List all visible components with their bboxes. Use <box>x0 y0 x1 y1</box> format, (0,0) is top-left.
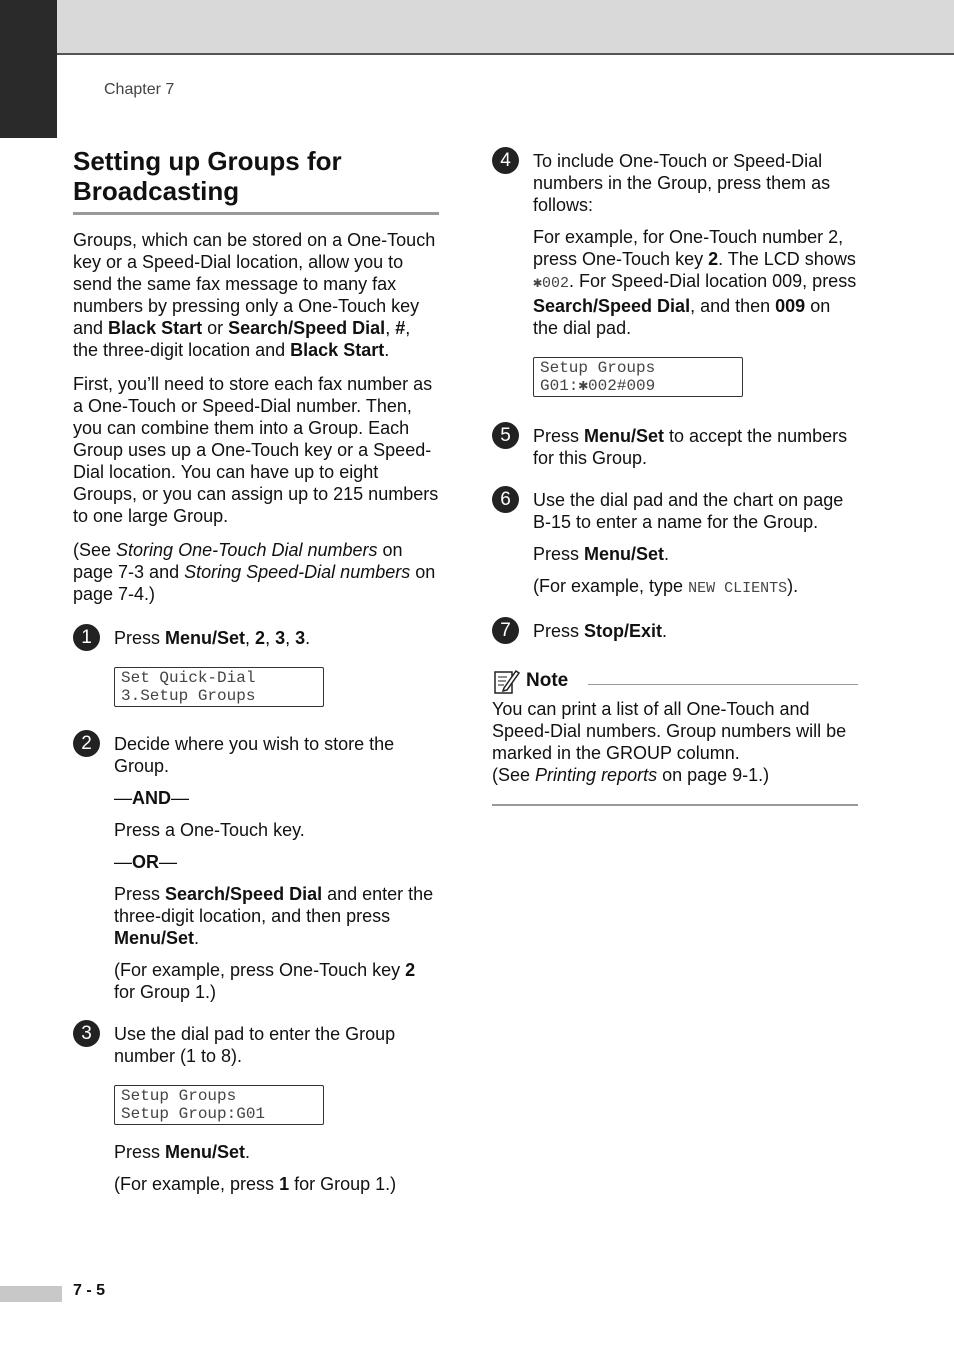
chapter-tab <box>0 0 57 138</box>
step-number: 2 <box>73 730 100 757</box>
step-text: Press Stop/Exit. <box>533 621 668 641</box>
step-3 <box>73 1023 439 1067</box>
step-text: To include One-Touch or Speed-Dial numbers in the Group, press them as follows: <box>533 151 831 215</box>
lcd-display: Setup Groups G01:✱002#009 <box>533 357 743 397</box>
intro-paragraph-2: First, you’ll need to store each fax number as a One-Touch or Speed-Dial number. Then, you can combine them into a Group. Each Group uses up a One-Touch key or a Speed-Dial location. You can have up to eight Groups, or you can assign up to 215 numbers to one large Group. <box>73 374 439 526</box>
note-rule <box>588 684 858 685</box>
step-number: 5 <box>492 422 519 449</box>
step-text: Decide where you wish to store the Group. <box>114 734 395 776</box>
step-number: 1 <box>73 624 100 651</box>
step-text: Press Menu/Set, 2, 3, 3. <box>114 628 311 648</box>
note-reference: (See Printing reports on page 9-1.) <box>492 765 770 785</box>
right-column <box>492 146 858 806</box>
step-number: 7 <box>492 617 519 644</box>
step-text: Press Menu/Set to accept the numbers for this Group. <box>533 426 848 468</box>
footer-bar <box>0 1286 62 1302</box>
step-text: Use the dial pad and the chart on page B-15 to enter a name for the Group. <box>533 490 844 532</box>
header-bar <box>0 0 954 55</box>
step-example: For example, for One-Touch number 2, press One-Touch key 2. The LCD shows ✱002. For Speed-Dial location 009, press Search/Speed Dial, and then 009 on the dial pad. <box>533 227 857 338</box>
step-example: (For example, type NEW CLIENTS). <box>533 576 799 597</box>
note-text: You can print a list of all One-Touch and Speed-Dial numbers. Group numbers will be marked in the GROUP column. <box>492 699 847 763</box>
step-text: Use the dial pad to enter the Group number (1 to 8). <box>114 1024 396 1066</box>
step-number: 3 <box>73 1020 100 1047</box>
step-4 <box>492 150 858 216</box>
step-1 <box>73 627 439 649</box>
step-example: (For example, press One-Touch key 2 for Group 1.) <box>114 960 416 1002</box>
step-2 <box>73 733 439 777</box>
intro-paragraph-3: (See Storing One-Touch Dial numbers on page 7-3 and Storing Speed-Dial numbers on page 7-4.) <box>73 540 436 604</box>
step-number: 6 <box>492 486 519 513</box>
intro-paragraph-1: Groups, which can be stored on a One-Touch key or a Speed-Dial location, allow you to send the same fax message to many fax numbers by pressing only a One-Touch key and Black Start or Search/Speed Dial, #, the three-digit location and Black Start. <box>73 230 436 360</box>
step-7 <box>492 620 858 642</box>
left-column <box>73 146 439 1195</box>
or-separator: —OR— <box>114 852 177 872</box>
step-detail: Press Menu/Set. <box>533 544 670 564</box>
step-example: (For example, press 1 for Group 1.) <box>114 1174 397 1194</box>
page-number: 7 - 5 <box>73 1282 106 1299</box>
step-6 <box>492 489 858 533</box>
step-detail: Press Search/Speed Dial and enter the three-digit location, and then press Menu/Set. <box>114 884 434 948</box>
step-5 <box>492 425 858 469</box>
note-divider <box>492 804 858 806</box>
step-detail: Press Menu/Set. <box>114 1142 251 1162</box>
section-title: Setting up Groups for Broadcasting <box>73 146 439 215</box>
step-number: 4 <box>492 147 519 174</box>
note-header <box>492 666 858 696</box>
note-box <box>492 666 858 806</box>
note-pencil-icon <box>492 667 520 695</box>
and-separator: —AND— <box>114 788 189 808</box>
note-title: Note <box>526 670 569 691</box>
chapter-label: Chapter 7 <box>104 81 175 98</box>
step-detail: Press a One-Touch key. <box>114 820 305 840</box>
lcd-display: Setup Groups Setup Group:G01 <box>114 1085 324 1125</box>
lcd-display: Set Quick-Dial 3.Setup Groups <box>114 667 324 707</box>
